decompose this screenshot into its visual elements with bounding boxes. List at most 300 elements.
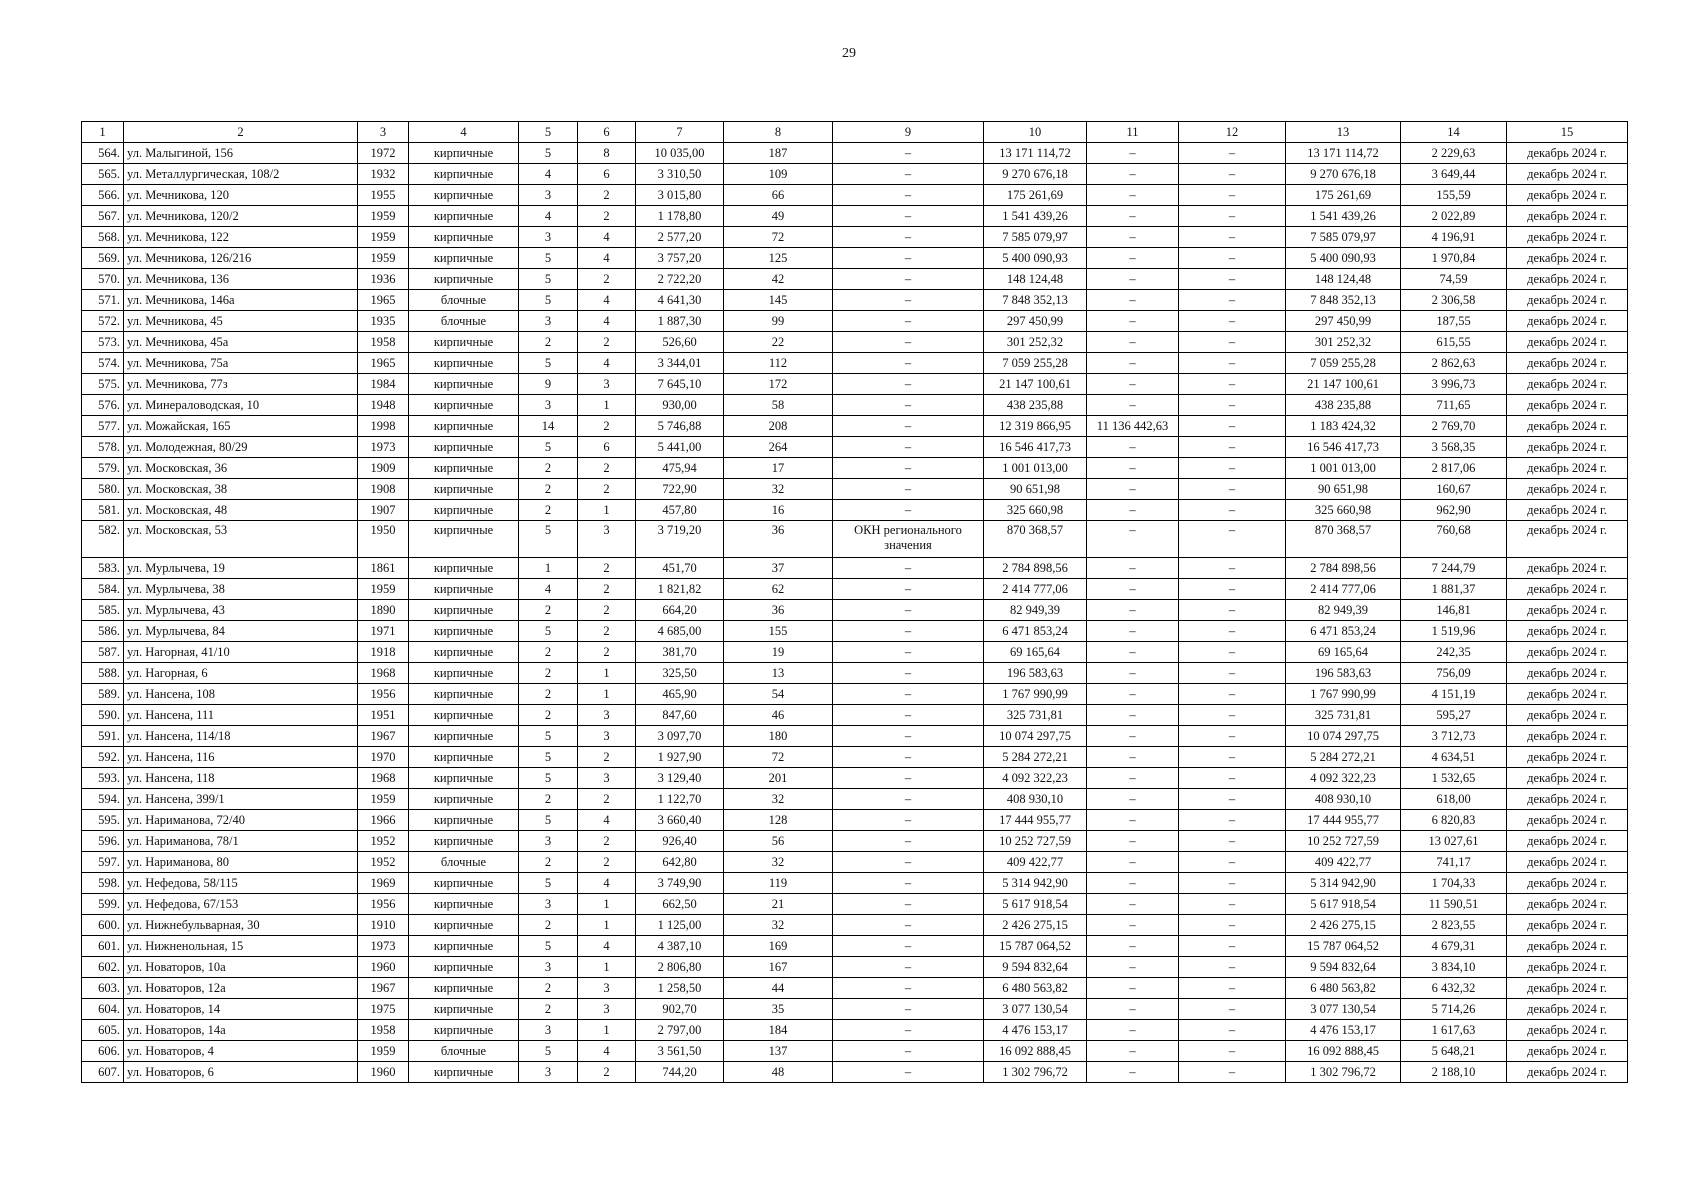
- cost-col-11-cell: –: [1087, 227, 1179, 248]
- cost-col-11-cell: –: [1087, 269, 1179, 290]
- heritage-status-cell: –: [833, 600, 984, 621]
- wall-material-cell: кирпичные: [409, 663, 519, 684]
- cost-col-12-cell: –: [1179, 684, 1286, 705]
- table-row: [82, 831, 1628, 852]
- total-area-cell: 3 129,40: [636, 768, 724, 789]
- floors-cell: 1: [519, 558, 578, 579]
- entrances-cell: 4: [578, 311, 636, 332]
- row-number-cell: 571.: [82, 290, 124, 311]
- cost-col-13-cell: 90 651,98: [1286, 479, 1401, 500]
- residents-cell: 169: [724, 936, 833, 957]
- wall-material-cell: блочные: [409, 290, 519, 311]
- cost-col-11-cell: –: [1087, 458, 1179, 479]
- floors-cell: 4: [519, 579, 578, 600]
- cost-per-sqm-cell: 3 568,35: [1401, 437, 1507, 458]
- total-area-cell: 10 035,00: [636, 143, 724, 164]
- total-area-cell: 2 577,20: [636, 227, 724, 248]
- floors-cell: 3: [519, 894, 578, 915]
- heritage-status-cell: –: [833, 416, 984, 437]
- cost-per-sqm-cell: 6 820,83: [1401, 810, 1507, 831]
- cost-per-sqm-cell: 756,09: [1401, 663, 1507, 684]
- floors-cell: 5: [519, 269, 578, 290]
- column-header-3: 3: [358, 122, 409, 143]
- cost-col-11-cell: –: [1087, 1041, 1179, 1062]
- heritage-status-cell: –: [833, 915, 984, 936]
- address-cell: ул. Новаторов, 6: [124, 1062, 358, 1083]
- year-built-cell: 1967: [358, 978, 409, 999]
- row-number-cell: 576.: [82, 395, 124, 416]
- cost-col-11-cell: –: [1087, 395, 1179, 416]
- residents-cell: 167: [724, 957, 833, 978]
- floors-cell: 5: [519, 521, 578, 558]
- address-cell: ул. Мечникова, 120: [124, 185, 358, 206]
- wall-material-cell: кирпичные: [409, 747, 519, 768]
- total-area-cell: 457,80: [636, 500, 724, 521]
- wall-material-cell: кирпичные: [409, 458, 519, 479]
- total-area-cell: 3 344,01: [636, 353, 724, 374]
- wall-material-cell: кирпичные: [409, 915, 519, 936]
- deadline-cell: декабрь 2024 г.: [1507, 332, 1628, 353]
- wall-material-cell: кирпичные: [409, 374, 519, 395]
- cost-col-13-cell: 2 414 777,06: [1286, 579, 1401, 600]
- year-built-cell: 1959: [358, 1041, 409, 1062]
- cost-col-13-cell: 4 476 153,17: [1286, 1020, 1401, 1041]
- residents-cell: 32: [724, 852, 833, 873]
- floors-cell: 2: [519, 915, 578, 936]
- cost-col-13-cell: 15 787 064,52: [1286, 936, 1401, 957]
- deadline-cell: декабрь 2024 г.: [1507, 621, 1628, 642]
- floors-cell: 2: [519, 642, 578, 663]
- floors-cell: 5: [519, 1041, 578, 1062]
- entrances-cell: 2: [578, 206, 636, 227]
- entrances-cell: 3: [578, 705, 636, 726]
- row-number-cell: 570.: [82, 269, 124, 290]
- cost-col-12-cell: –: [1179, 416, 1286, 437]
- year-built-cell: 1952: [358, 852, 409, 873]
- heritage-status-cell: ОКН регионального значения: [833, 521, 984, 558]
- heritage-status-cell: –: [833, 227, 984, 248]
- deadline-cell: декабрь 2024 г.: [1507, 705, 1628, 726]
- cost-col-13-cell: 5 400 090,93: [1286, 248, 1401, 269]
- cost-col-11-cell: –: [1087, 810, 1179, 831]
- wall-material-cell: кирпичные: [409, 831, 519, 852]
- deadline-cell: декабрь 2024 г.: [1507, 311, 1628, 332]
- cost-col-13-cell: 5 284 272,21: [1286, 747, 1401, 768]
- table-body: [82, 143, 1628, 1083]
- total-area-cell: 2 722,20: [636, 269, 724, 290]
- entrances-cell: 2: [578, 789, 636, 810]
- total-area-cell: 664,20: [636, 600, 724, 621]
- deadline-cell: декабрь 2024 г.: [1507, 290, 1628, 311]
- address-cell: ул. Нариманова, 80: [124, 852, 358, 873]
- cost-col-11-cell: –: [1087, 600, 1179, 621]
- wall-material-cell: кирпичные: [409, 642, 519, 663]
- cost-per-sqm-cell: 4 679,31: [1401, 936, 1507, 957]
- floors-cell: 2: [519, 978, 578, 999]
- wall-material-cell: кирпичные: [409, 789, 519, 810]
- table-row: [82, 789, 1628, 810]
- total-cost-cell: 7 585 079,97: [984, 227, 1087, 248]
- cost-per-sqm-cell: 2 022,89: [1401, 206, 1507, 227]
- address-cell: ул. Нагорная, 41/10: [124, 642, 358, 663]
- cost-col-13-cell: 3 077 130,54: [1286, 999, 1401, 1020]
- total-cost-cell: 12 319 866,95: [984, 416, 1087, 437]
- heritage-status-cell: –: [833, 479, 984, 500]
- residents-cell: 13: [724, 663, 833, 684]
- address-cell: ул. Мурлычева, 19: [124, 558, 358, 579]
- total-cost-cell: 5 400 090,93: [984, 248, 1087, 269]
- cost-col-11-cell: 11 136 442,63: [1087, 416, 1179, 437]
- cost-per-sqm-cell: 741,17: [1401, 852, 1507, 873]
- wall-material-cell: кирпичные: [409, 999, 519, 1020]
- cost-col-12-cell: –: [1179, 437, 1286, 458]
- year-built-cell: 1952: [358, 831, 409, 852]
- address-cell: ул. Нефедова, 67/153: [124, 894, 358, 915]
- heritage-status-cell: –: [833, 311, 984, 332]
- residents-cell: 32: [724, 789, 833, 810]
- cost-per-sqm-cell: 5 714,26: [1401, 999, 1507, 1020]
- total-cost-cell: 69 165,64: [984, 642, 1087, 663]
- cost-col-13-cell: 17 444 955,77: [1286, 810, 1401, 831]
- cost-per-sqm-cell: 615,55: [1401, 332, 1507, 353]
- entrances-cell: 2: [578, 458, 636, 479]
- cost-per-sqm-cell: 4 634,51: [1401, 747, 1507, 768]
- cost-col-11-cell: –: [1087, 374, 1179, 395]
- total-area-cell: 465,90: [636, 684, 724, 705]
- table-row: [82, 248, 1628, 269]
- cost-col-11-cell: –: [1087, 747, 1179, 768]
- cost-col-12-cell: –: [1179, 311, 1286, 332]
- deadline-cell: декабрь 2024 г.: [1507, 999, 1628, 1020]
- year-built-cell: 1890: [358, 600, 409, 621]
- cost-col-11-cell: –: [1087, 206, 1179, 227]
- heritage-status-cell: –: [833, 206, 984, 227]
- deadline-cell: декабрь 2024 г.: [1507, 269, 1628, 290]
- year-built-cell: 1971: [358, 621, 409, 642]
- table-row: [82, 894, 1628, 915]
- total-cost-cell: 21 147 100,61: [984, 374, 1087, 395]
- cost-col-11-cell: –: [1087, 894, 1179, 915]
- floors-cell: 3: [519, 227, 578, 248]
- residents-cell: 54: [724, 684, 833, 705]
- total-area-cell: 2 797,00: [636, 1020, 724, 1041]
- cost-per-sqm-cell: 2 823,55: [1401, 915, 1507, 936]
- cost-col-12-cell: –: [1179, 1041, 1286, 1062]
- heritage-status-cell: –: [833, 831, 984, 852]
- column-header-15: 15: [1507, 122, 1628, 143]
- entrances-cell: 4: [578, 248, 636, 269]
- row-number-cell: 597.: [82, 852, 124, 873]
- cost-col-11-cell: –: [1087, 957, 1179, 978]
- row-number-cell: 590.: [82, 705, 124, 726]
- row-number-cell: 575.: [82, 374, 124, 395]
- wall-material-cell: кирпичные: [409, 558, 519, 579]
- entrances-cell: 2: [578, 185, 636, 206]
- cost-col-13-cell: 13 171 114,72: [1286, 143, 1401, 164]
- table-row: [82, 500, 1628, 521]
- cost-col-13-cell: 409 422,77: [1286, 852, 1401, 873]
- cost-col-13-cell: 297 450,99: [1286, 311, 1401, 332]
- deadline-cell: декабрь 2024 г.: [1507, 185, 1628, 206]
- total-area-cell: 1 178,80: [636, 206, 724, 227]
- address-cell: ул. Нагорная, 6: [124, 663, 358, 684]
- table-row: [82, 185, 1628, 206]
- deadline-cell: декабрь 2024 г.: [1507, 957, 1628, 978]
- cost-per-sqm-cell: 3 996,73: [1401, 374, 1507, 395]
- floors-cell: 2: [519, 705, 578, 726]
- deadline-cell: декабрь 2024 г.: [1507, 684, 1628, 705]
- residents-cell: 184: [724, 1020, 833, 1041]
- row-number-cell: 603.: [82, 978, 124, 999]
- total-area-cell: 5 746,88: [636, 416, 724, 437]
- cost-col-13-cell: 9 594 832,64: [1286, 957, 1401, 978]
- address-cell: ул. Новаторов, 10а: [124, 957, 358, 978]
- table-row: [82, 227, 1628, 248]
- row-number-cell: 579.: [82, 458, 124, 479]
- cost-per-sqm-cell: 155,59: [1401, 185, 1507, 206]
- total-cost-cell: 4 476 153,17: [984, 1020, 1087, 1041]
- cost-col-11-cell: –: [1087, 873, 1179, 894]
- residents-cell: 180: [724, 726, 833, 747]
- residents-cell: 109: [724, 164, 833, 185]
- deadline-cell: декабрь 2024 г.: [1507, 663, 1628, 684]
- heritage-status-cell: –: [833, 726, 984, 747]
- entrances-cell: 2: [578, 269, 636, 290]
- column-header-8: 8: [724, 122, 833, 143]
- year-built-cell: 1959: [358, 248, 409, 269]
- entrances-cell: 3: [578, 726, 636, 747]
- entrances-cell: 2: [578, 479, 636, 500]
- address-cell: ул. Мечникова, 136: [124, 269, 358, 290]
- cost-col-11-cell: –: [1087, 768, 1179, 789]
- entrances-cell: 4: [578, 227, 636, 248]
- cost-col-12-cell: –: [1179, 332, 1286, 353]
- wall-material-cell: кирпичные: [409, 1020, 519, 1041]
- wall-material-cell: кирпичные: [409, 957, 519, 978]
- cost-per-sqm-cell: 13 027,61: [1401, 831, 1507, 852]
- heritage-status-cell: –: [833, 395, 984, 416]
- floors-cell: 5: [519, 726, 578, 747]
- heritage-status-cell: –: [833, 290, 984, 311]
- row-number-cell: 607.: [82, 1062, 124, 1083]
- floors-cell: 9: [519, 374, 578, 395]
- deadline-cell: декабрь 2024 г.: [1507, 143, 1628, 164]
- row-number-cell: 606.: [82, 1041, 124, 1062]
- row-number-cell: 591.: [82, 726, 124, 747]
- wall-material-cell: блочные: [409, 1041, 519, 1062]
- total-area-cell: 1 927,90: [636, 747, 724, 768]
- entrances-cell: 4: [578, 353, 636, 374]
- deadline-cell: декабрь 2024 г.: [1507, 1020, 1628, 1041]
- deadline-cell: декабрь 2024 г.: [1507, 558, 1628, 579]
- floors-cell: 5: [519, 248, 578, 269]
- deadline-cell: декабрь 2024 г.: [1507, 374, 1628, 395]
- year-built-cell: 1936: [358, 269, 409, 290]
- cost-per-sqm-cell: 1 519,96: [1401, 621, 1507, 642]
- cost-per-sqm-cell: 1 704,33: [1401, 873, 1507, 894]
- wall-material-cell: кирпичные: [409, 684, 519, 705]
- heritage-status-cell: –: [833, 999, 984, 1020]
- total-area-cell: 926,40: [636, 831, 724, 852]
- cost-col-13-cell: 4 092 322,23: [1286, 768, 1401, 789]
- table-row: [82, 479, 1628, 500]
- cost-per-sqm-cell: 74,59: [1401, 269, 1507, 290]
- cost-col-12-cell: –: [1179, 164, 1286, 185]
- total-area-cell: 475,94: [636, 458, 724, 479]
- cost-col-11-cell: –: [1087, 915, 1179, 936]
- floors-cell: 3: [519, 311, 578, 332]
- address-cell: ул. Малыгиной, 156: [124, 143, 358, 164]
- floors-cell: 2: [519, 999, 578, 1020]
- floors-cell: 2: [519, 458, 578, 479]
- column-header-6: 6: [578, 122, 636, 143]
- row-number-cell: 600.: [82, 915, 124, 936]
- row-number-cell: 598.: [82, 873, 124, 894]
- total-area-cell: 722,90: [636, 479, 724, 500]
- deadline-cell: декабрь 2024 г.: [1507, 831, 1628, 852]
- year-built-cell: 1959: [358, 579, 409, 600]
- wall-material-cell: кирпичные: [409, 500, 519, 521]
- total-cost-cell: 5 617 918,54: [984, 894, 1087, 915]
- residents-cell: 49: [724, 206, 833, 227]
- total-cost-cell: 16 092 888,45: [984, 1041, 1087, 1062]
- total-area-cell: 325,50: [636, 663, 724, 684]
- row-number-cell: 566.: [82, 185, 124, 206]
- heritage-status-cell: –: [833, 558, 984, 579]
- cost-col-12-cell: –: [1179, 915, 1286, 936]
- total-cost-cell: 10 252 727,59: [984, 831, 1087, 852]
- residents-cell: 187: [724, 143, 833, 164]
- cost-col-13-cell: 408 930,10: [1286, 789, 1401, 810]
- cost-col-13-cell: 16 546 417,73: [1286, 437, 1401, 458]
- cost-col-13-cell: 16 092 888,45: [1286, 1041, 1401, 1062]
- cost-per-sqm-cell: 3 712,73: [1401, 726, 1507, 747]
- row-number-cell: 568.: [82, 227, 124, 248]
- cost-per-sqm-cell: 1 617,63: [1401, 1020, 1507, 1041]
- entrances-cell: 4: [578, 936, 636, 957]
- cost-col-13-cell: 1 183 424,32: [1286, 416, 1401, 437]
- residents-cell: 37: [724, 558, 833, 579]
- address-cell: ул. Нариманова, 72/40: [124, 810, 358, 831]
- cost-col-12-cell: –: [1179, 353, 1286, 374]
- row-number-cell: 577.: [82, 416, 124, 437]
- cost-per-sqm-cell: 3 834,10: [1401, 957, 1507, 978]
- cost-col-13-cell: 7 585 079,97: [1286, 227, 1401, 248]
- entrances-cell: 4: [578, 873, 636, 894]
- floors-cell: 3: [519, 1020, 578, 1041]
- cost-col-12-cell: –: [1179, 810, 1286, 831]
- cost-col-11-cell: –: [1087, 831, 1179, 852]
- column-header-7: 7: [636, 122, 724, 143]
- cost-col-12-cell: –: [1179, 458, 1286, 479]
- floors-cell: 5: [519, 873, 578, 894]
- floors-cell: 2: [519, 600, 578, 621]
- address-cell: ул. Нижнебульварная, 30: [124, 915, 358, 936]
- cost-col-12-cell: –: [1179, 395, 1286, 416]
- table-row: [82, 164, 1628, 185]
- floors-cell: 5: [519, 353, 578, 374]
- column-header-5: 5: [519, 122, 578, 143]
- address-cell: ул. Новаторов, 12а: [124, 978, 358, 999]
- residents-cell: 21: [724, 894, 833, 915]
- table-row: [82, 332, 1628, 353]
- row-number-cell: 594.: [82, 789, 124, 810]
- wall-material-cell: кирпичные: [409, 206, 519, 227]
- entrances-cell: 2: [578, 579, 636, 600]
- residents-cell: 125: [724, 248, 833, 269]
- deadline-cell: декабрь 2024 г.: [1507, 810, 1628, 831]
- cost-col-12-cell: –: [1179, 936, 1286, 957]
- residents-cell: 36: [724, 521, 833, 558]
- deadline-cell: декабрь 2024 г.: [1507, 458, 1628, 479]
- cost-col-12-cell: –: [1179, 747, 1286, 768]
- deadline-cell: декабрь 2024 г.: [1507, 248, 1628, 269]
- column-header-9: 9: [833, 122, 984, 143]
- cost-col-13-cell: 148 124,48: [1286, 269, 1401, 290]
- total-cost-cell: 325 660,98: [984, 500, 1087, 521]
- deadline-cell: декабрь 2024 г.: [1507, 1041, 1628, 1062]
- cost-col-12-cell: –: [1179, 600, 1286, 621]
- total-cost-cell: 3 077 130,54: [984, 999, 1087, 1020]
- cost-col-11-cell: –: [1087, 521, 1179, 558]
- cost-col-11-cell: –: [1087, 852, 1179, 873]
- residents-cell: 201: [724, 768, 833, 789]
- table-row: [82, 642, 1628, 663]
- entrances-cell: 1: [578, 957, 636, 978]
- wall-material-cell: кирпичные: [409, 894, 519, 915]
- cost-col-13-cell: 9 270 676,18: [1286, 164, 1401, 185]
- total-cost-cell: 1 001 013,00: [984, 458, 1087, 479]
- year-built-cell: 1966: [358, 810, 409, 831]
- cost-col-11-cell: –: [1087, 999, 1179, 1020]
- year-built-cell: 1972: [358, 143, 409, 164]
- wall-material-cell: кирпичные: [409, 978, 519, 999]
- cost-col-12-cell: –: [1179, 768, 1286, 789]
- column-header-1: 1: [82, 122, 124, 143]
- entrances-cell: 2: [578, 747, 636, 768]
- address-cell: ул. Мечникова, 45: [124, 311, 358, 332]
- row-number-cell: 564.: [82, 143, 124, 164]
- deadline-cell: декабрь 2024 г.: [1507, 164, 1628, 185]
- row-number-cell: 604.: [82, 999, 124, 1020]
- heritage-status-cell: –: [833, 1062, 984, 1083]
- row-number-cell: 569.: [82, 248, 124, 269]
- year-built-cell: 1959: [358, 206, 409, 227]
- total-area-cell: 642,80: [636, 852, 724, 873]
- entrances-cell: 6: [578, 164, 636, 185]
- year-built-cell: 1975: [358, 999, 409, 1020]
- row-number-cell: 587.: [82, 642, 124, 663]
- cost-col-13-cell: 5 617 918,54: [1286, 894, 1401, 915]
- table-row: [82, 852, 1628, 873]
- year-built-cell: 1907: [358, 500, 409, 521]
- row-number-cell: 585.: [82, 600, 124, 621]
- heritage-status-cell: –: [833, 873, 984, 894]
- total-cost-cell: 438 235,88: [984, 395, 1087, 416]
- heritage-status-cell: –: [833, 248, 984, 269]
- cost-col-11-cell: –: [1087, 978, 1179, 999]
- cost-per-sqm-cell: 1 881,37: [1401, 579, 1507, 600]
- cost-col-13-cell: 6 480 563,82: [1286, 978, 1401, 999]
- row-number-cell: 586.: [82, 621, 124, 642]
- deadline-cell: декабрь 2024 г.: [1507, 747, 1628, 768]
- address-cell: ул. Мечникова, 45а: [124, 332, 358, 353]
- floors-cell: 2: [519, 684, 578, 705]
- table-row: [82, 1020, 1628, 1041]
- total-cost-cell: 148 124,48: [984, 269, 1087, 290]
- address-cell: ул. Нариманова, 78/1: [124, 831, 358, 852]
- address-cell: ул. Мечникова, 122: [124, 227, 358, 248]
